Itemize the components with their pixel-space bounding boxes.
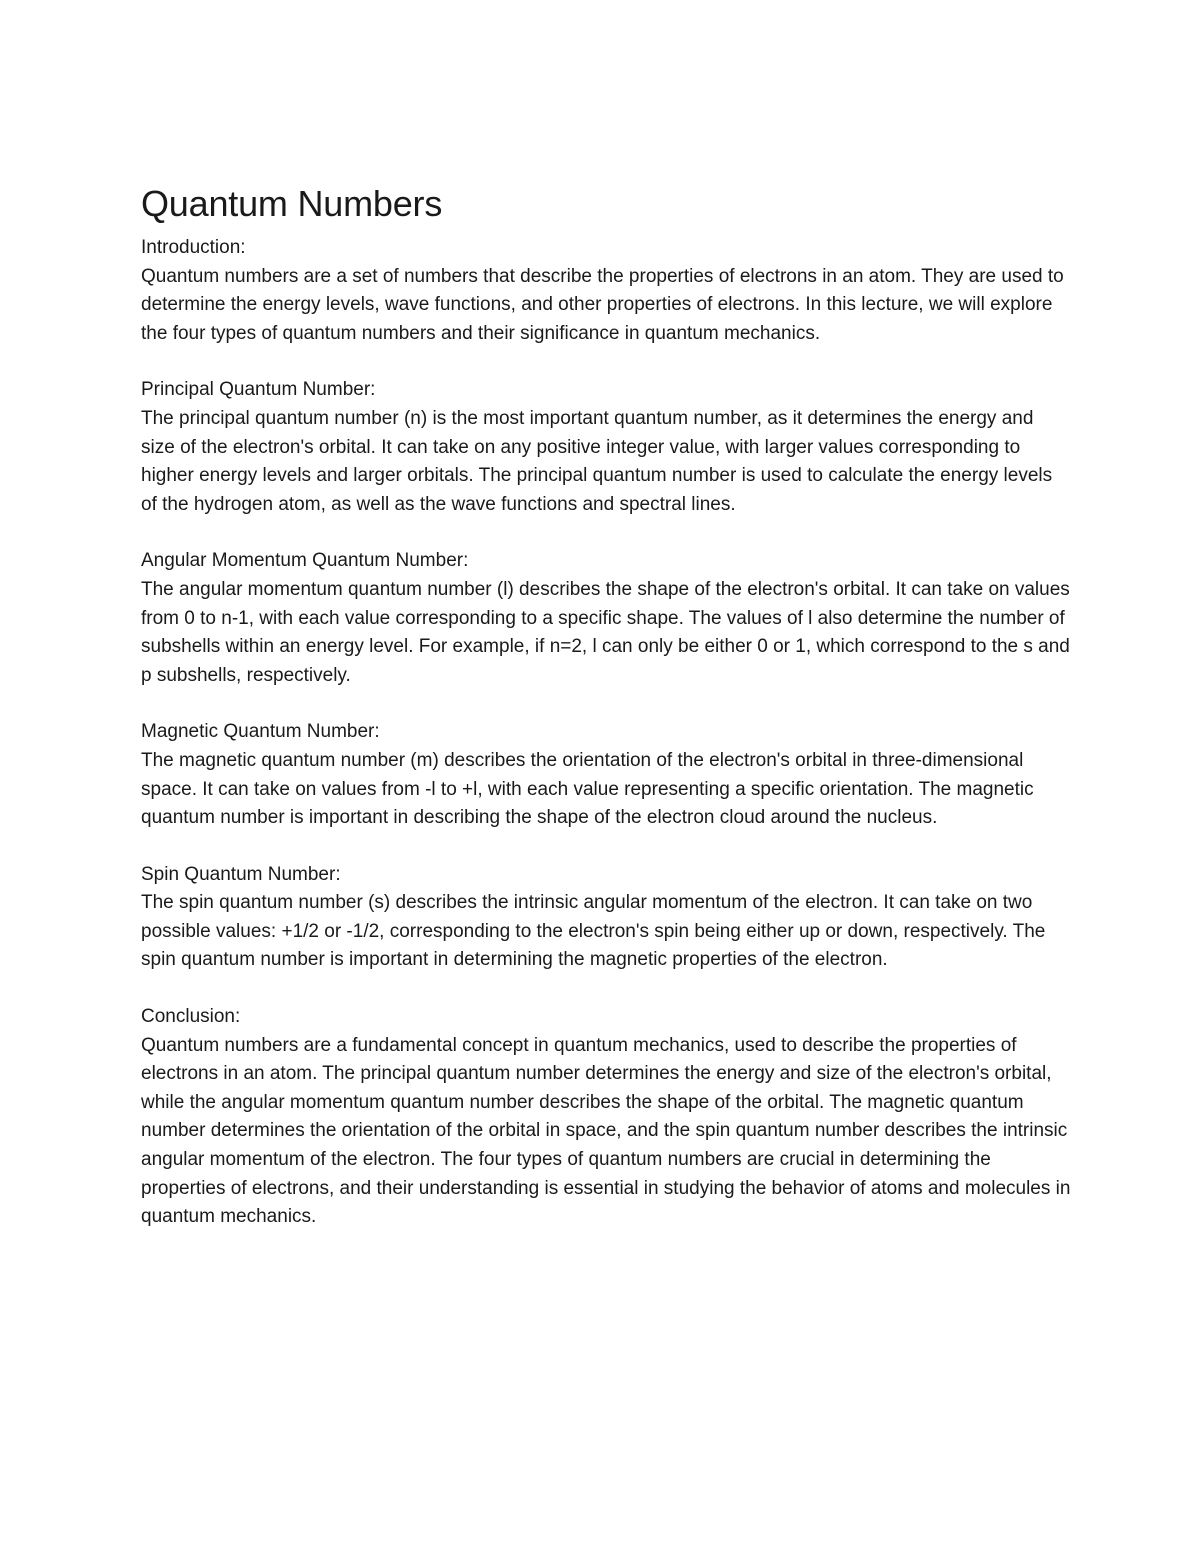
section-body: The principal quantum number (n) is the most important quantum number, as it determines the energy and size of the electron's orbital. It can take on any positive integer value, with larger values corresponding to higher energy levels and larger orbitals. The principal quantum number is used to calculate the energy levels of the hydrogen atom, as well as the wave functions and spectral lines. xyxy=(141,407,1053,515)
section-body: The spin quantum number (s) describes the intrinsic angular momentum of the electron. It can take on two possible values: +1/2 or -1/2, corresponding to the electron's spin being either up or down, respectively. The spin quantum number is important in determining the magnetic properties of the electron. xyxy=(141,892,1046,971)
section-body: The angular momentum quantum number (l) describes the shape of the electron's orbital. It can take on values from 0 to n-1, with each value corresponding to a specific shape. The values of l also determine the number of subshells within an energy level. For example, if n=2, l can only be either 0 or 1, which correspond to the s and p subshells, respectively. xyxy=(141,578,1070,686)
section-heading: Conclusion: xyxy=(141,1006,241,1028)
section-heading: Angular Momentum Quantum Number: xyxy=(141,550,469,572)
section-principal-quantum-number xyxy=(141,376,1071,519)
section-angular-momentum-quantum-number xyxy=(141,547,1071,690)
document-title: Quantum Numbers xyxy=(141,183,443,224)
section-body: Quantum numbers are a fundamental concept in quantum mechanics, used to describe the properties of electrons in an atom. The principal quantum number determines the energy and size of the electron's orbital, while the angular momentum quantum number describes the shape of the orbital. The magnetic quantum number determines the orientation of the orbital in space, and the spin quantum number describes the intrinsic angular momentum of the electron. The four types of quantum numbers are crucial in determining the properties of electrons, and their understanding is essential in studying the behavior of atoms and molecules in quantum mechanics. xyxy=(141,1034,1071,1228)
section-spin-quantum-number xyxy=(141,861,1071,975)
section-conclusion xyxy=(141,1003,1071,1232)
section-introduction xyxy=(141,234,1071,348)
section-body: Quantum numbers are a set of numbers that describe the properties of electrons in an atom. They are used to determine the energy levels, wave functions, and other properties of electrons. In this lecture, we will explore the four types of quantum numbers and their significance in quantum mechanics. xyxy=(141,265,1064,344)
section-heading: Magnetic Quantum Number: xyxy=(141,721,380,743)
section-magnetic-quantum-number xyxy=(141,718,1071,832)
section-heading: Spin Quantum Number: xyxy=(141,863,341,885)
section-heading: Introduction: xyxy=(141,237,246,258)
section-heading: Principal Quantum Number: xyxy=(141,379,376,401)
section-body: The magnetic quantum number (m) describes the orientation of the electron's orbital in three-dimensional space. It can take on values from -l to +l, with each value representing a specific orientation. The magnetic quantum number is important in describing the shape of the electron cloud around the nucleus. xyxy=(141,749,1034,829)
document-page xyxy=(141,180,1071,1260)
